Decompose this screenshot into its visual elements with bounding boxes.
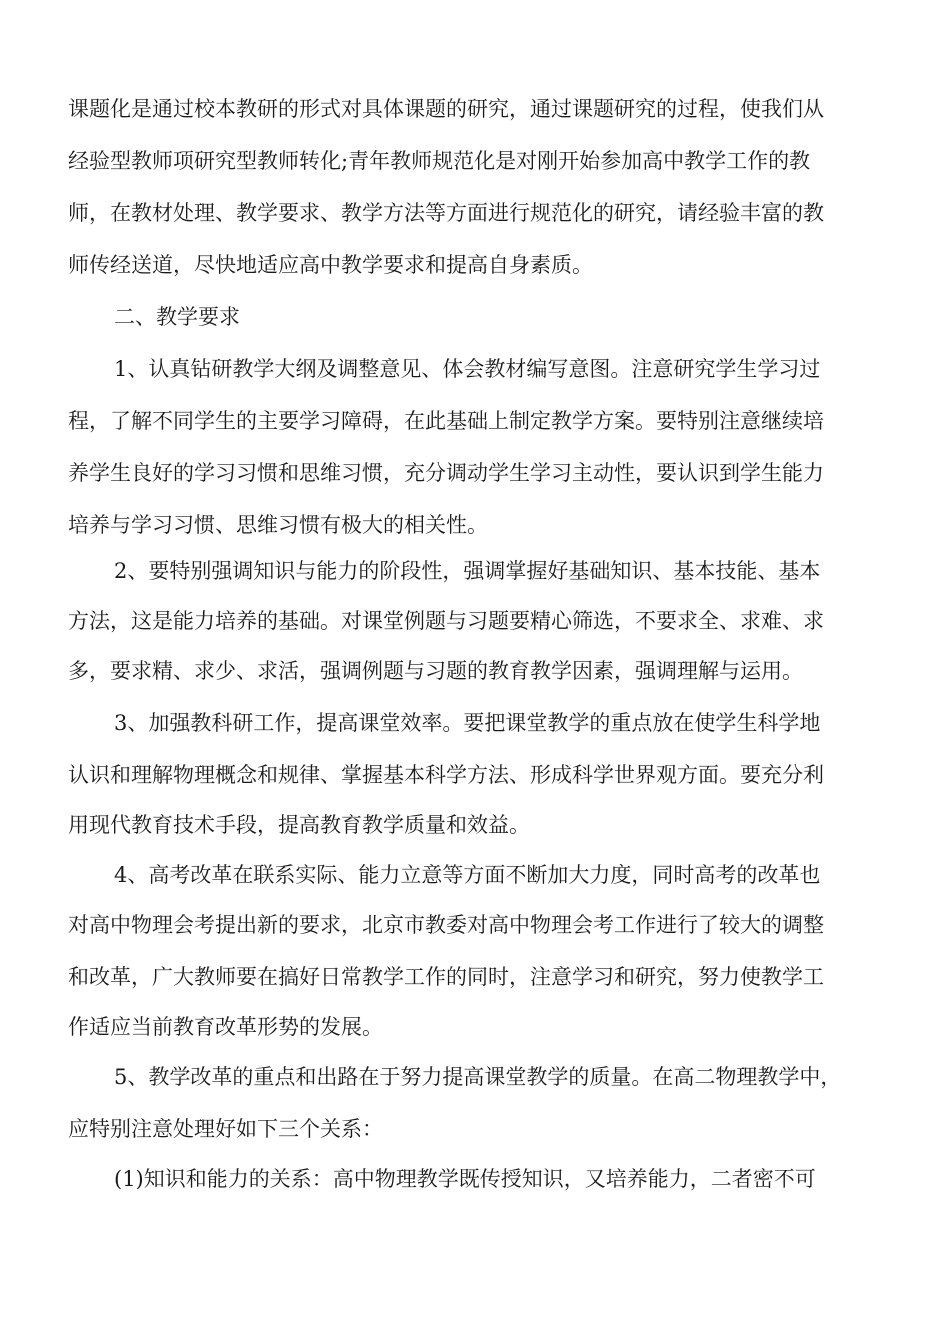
sub-item-1-text-1: (1)知识和能力的关系：高中物理教学既传授知识，又培养能力，二者密不可 bbox=[114, 1167, 816, 1191]
intro-text-4: 师传经送道，尽快地适应高中教学要求和提高自身素质。 bbox=[68, 253, 593, 277]
section-heading: 二、教学要求 bbox=[114, 305, 240, 329]
item-2-line-3 bbox=[0, 657, 950, 685]
item-1-line-3 bbox=[0, 459, 950, 487]
item-3-text-3: 用现代教育技术手段，提高教育教学质量和效益。 bbox=[68, 813, 530, 837]
item-4-text-4: 作适应当前教育改革形势的发展。 bbox=[68, 1015, 383, 1039]
item-1-text-2: 程，了解不同学生的主要学习障碍，在此基础上制定教学方案。要特别注意继续培 bbox=[68, 409, 824, 433]
intro-line-4 bbox=[0, 251, 950, 279]
item-4-line-3 bbox=[0, 963, 950, 991]
item-1-text-4: 培养与学习习惯、思维习惯有极大的相关性。 bbox=[68, 513, 488, 537]
item-4-line-1 bbox=[0, 861, 950, 889]
item-1-text-3: 养学生良好的学习习惯和思维习惯，充分调动学生学习主动性，要认识到学生能力 bbox=[68, 461, 824, 485]
intro-line-2 bbox=[0, 147, 950, 175]
item-5-line-1 bbox=[0, 1063, 950, 1091]
intro-line-1 bbox=[0, 95, 950, 123]
intro-line-3 bbox=[0, 199, 950, 227]
item-2-text-1: 2、要特别强调知识与能力的阶段性，强调掌握好基础知识、基本技能、基本 bbox=[114, 559, 821, 583]
item-3-line-2 bbox=[0, 761, 950, 789]
item-3-line-1 bbox=[0, 709, 950, 737]
item-1-line-1 bbox=[0, 355, 950, 383]
item-2-text-2: 方法，这是能力培养的基础。对课堂例题与习题要精心筛选，不要求全、求难、求 bbox=[68, 609, 824, 633]
item-2-line-2 bbox=[0, 607, 950, 635]
item-4-text-1: 4、高考改革在联系实际、能力立意等方面不断加大力度，同时高考的改革也 bbox=[114, 863, 821, 887]
section-heading-line bbox=[0, 303, 950, 331]
item-5-line-2 bbox=[0, 1115, 950, 1143]
item-4-line-4 bbox=[0, 1013, 950, 1041]
item-5-text-1: 5、教学改革的重点和出路在于努力提高课堂教学的质量。在高二物理教学中， bbox=[114, 1065, 842, 1089]
intro-text-2: 经验型教师项研究型教师转化;青年教师规范化是对刚开始参加高中教学工作的教 bbox=[68, 149, 811, 173]
item-1-line-4 bbox=[0, 511, 950, 539]
item-3-text-1: 3、加强教科研工作，提高课堂效率。要把课堂教学的重点放在使学生科学地 bbox=[114, 711, 821, 735]
intro-text-3: 师，在教材处理、教学要求、教学方法等方面进行规范化的研究，请经验丰富的教 bbox=[68, 201, 824, 225]
item-4-text-3: 和改革，广大教师要在搞好日常教学工作的同时，注意学习和研究，努力使教学工 bbox=[68, 965, 824, 989]
item-3-line-3 bbox=[0, 811, 950, 839]
item-1-text-1: 1、认真钻研教学大纲及调整意见、体会教材编写意图。注意研究学生学习过 bbox=[114, 357, 821, 381]
sub-item-1-line-1 bbox=[0, 1165, 950, 1193]
item-1-line-2 bbox=[0, 407, 950, 435]
item-4-text-2: 对高中物理会考提出新的要求，北京市教委对高中物理会考工作进行了较大的调整 bbox=[68, 913, 824, 937]
intro-text-1: 课题化是通过校本教研的形式对具体课题的研究，通过课题研究的过程，使我们从 bbox=[68, 97, 824, 121]
item-5-text-2: 应特别注意处理好如下三个关系： bbox=[68, 1117, 383, 1141]
item-3-text-2: 认识和理解物理概念和规律、掌握基本科学方法、形成科学世界观方面。要充分利 bbox=[68, 763, 824, 787]
item-2-line-1 bbox=[0, 557, 950, 585]
item-4-line-2 bbox=[0, 911, 950, 939]
item-2-text-3: 多，要求精、求少、求活，强调例题与习题的教育教学因素，强调理解与运用。 bbox=[68, 659, 803, 683]
